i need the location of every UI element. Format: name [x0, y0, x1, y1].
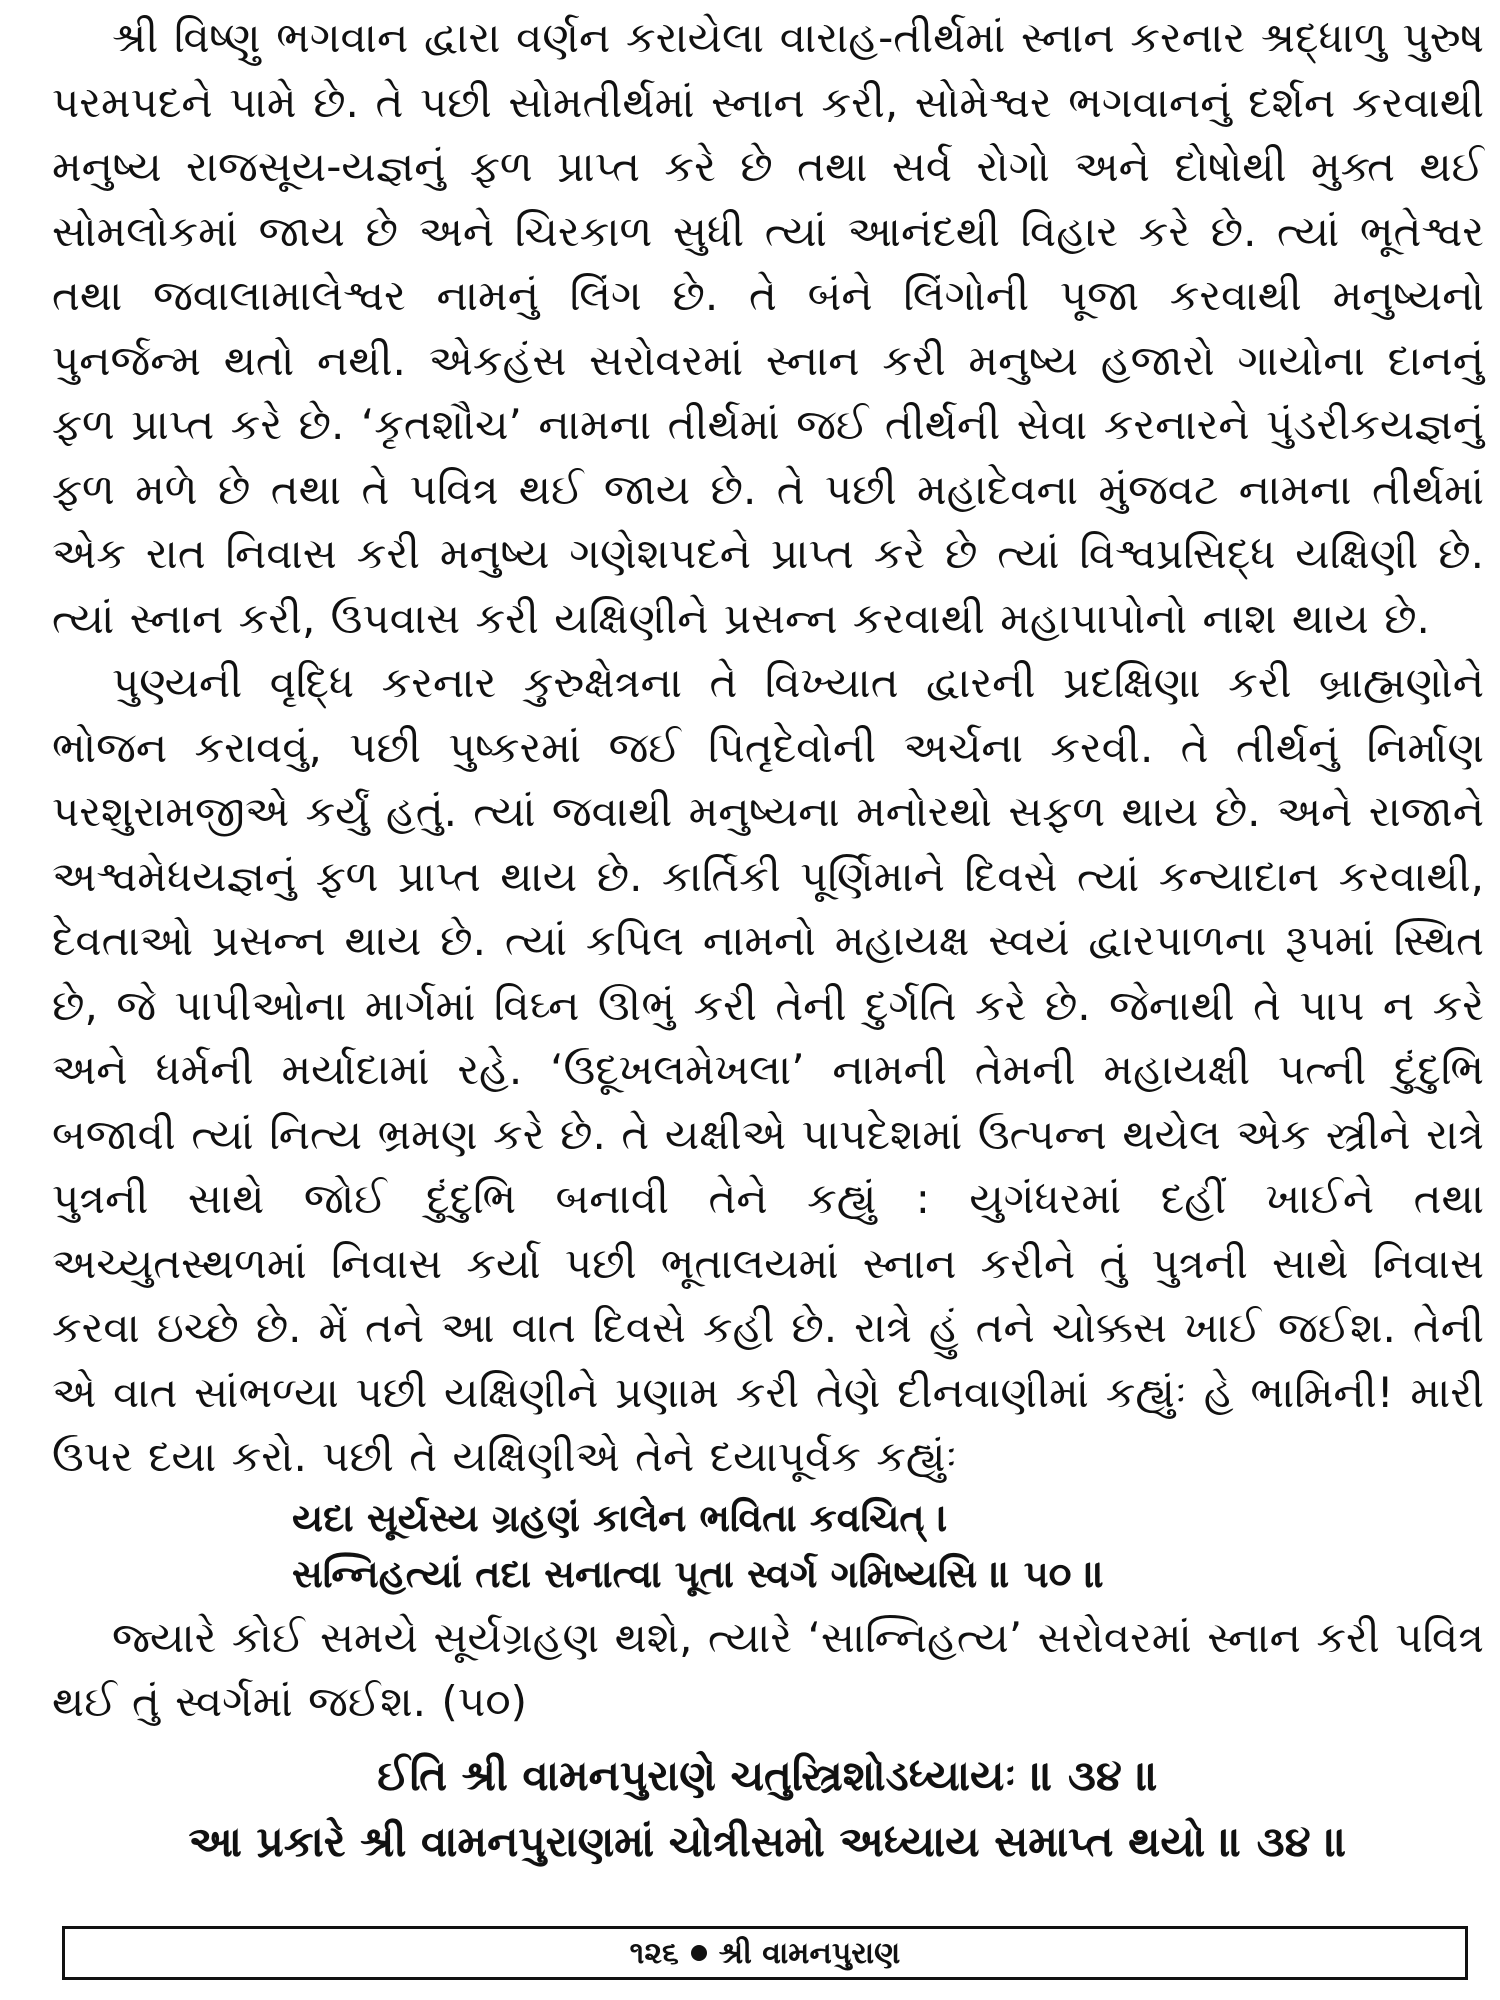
verse-translation: જ્યારે કોઈ સમયે સૂર્યગ્રહણ થશે, ત્યારે ‘સાન્નિહત્ય’ સરોવરમાં સ્નાન કરી પવિત્ર થઈ તું સ્વર્ગમાં જઈશ. (૫૦) — [52, 1612, 1484, 1726]
verse-line-1: યદા સૂર્યસ્ય ગ્રહણં કાલેન ભવિતા કવચિત્ । — [292, 1495, 948, 1540]
colophon-gujarati: આ પ્રકારે શ્રી વામનપુરાણમાં ચોત્રીસમો અધ્યાય સમાપ્ત થયો ॥ ૩૪ ॥ — [188, 1816, 1348, 1866]
document-page — [52, 6, 1484, 1994]
page-number: ૧૨૬ — [629, 1935, 679, 1971]
paragraph-1: શ્રી વિષ્ણુ ભગવાન દ્વારા વર્ણન કરાયેલા વારાહ-તીર્થમાં સ્નાન કરનાર શ્રદ્ધાળુ પુરુષ પરમપદને પામે છે. તે પછી સોમતીર્થમાં સ્નાન કરી, સોમેશ્વર ભગવાનનું દર્શન કરવાથી મનુષ્ય રાજસૂય-યજ્ઞનું ફળ પ્રાપ્ત કરે છે તથા સર્વ રોગો અને દોષોથી મુક્ત થઈ સોમલોકમાં જાય છે અને ચિરકાળ સુધી ત્યાં આનંદથી વિહાર કરે છે. ત્યાં ભૂતેશ્વર તથા જવાલામાલેશ્વર નામનું લિંગ છે. તે બંને લિંગોની પૂજા કરવાથી મનુષ્યનો પુનર્જન્મ થતો નથી. એકહંસ સરોવરમાં સ્નાન કરી મનુષ્ય હજારો ગાયોના દાનનું ફળ પ્રાપ્ત કરે છે. ‘કૃતશૌચ’ નામના તીર્થમાં જઈ તીર્થની સેવા કરનારને પુંડરીકયજ્ઞનું ફળ મળે છે તથા તે પવિત્ર થઈ જાય છે. તે પછી મહાદેવના મુંજવટ નામના તીર્થમાં એક રાત નિવાસ કરી મનુષ્ય ગણેશપદને પ્રાપ્ત કરે છે ત્યાં વિશ્વપ્રસિદ્ધ યક્ષિણી છે. ત્યાં સ્નાન કરી, ઉપવાસ કરી યક્ષિણીને પ્રસન્ન કરવાથી મહાપાપોનો નાશ થાય છે. — [52, 13, 1484, 643]
bullet-icon — [691, 1945, 707, 1961]
verse-line-2: સન્નિહત્યાં તદા સનાત્વા પૂતા સ્વર્ગ ગમિષ્યસિ ॥ ૫૦ ॥ — [292, 1551, 1105, 1596]
paragraph-2: પુણ્યની વૃદ્ધિ કરનાર કુરુક્ષેત્રના તે વિખ્યાત દ્વારની પ્રદક્ષિણા કરી બ્રાહ્મણોને ભોજન કરાવવું, પછી પુષ્કરમાં જઈ પિતૃદેવોની અર્ચના કરવી. તે તીર્થનું નિર્માણ પરશુરામજીએ કર્યું હતું. ત્યાં જવાથી મનુષ્યના મનોરથો સફળ થાય છે. અને રાજાને અશ્વમેધયજ્ઞનું ફળ પ્રાપ્ત થાય છે. કાર્તિકી પૂર્ણિમાને દિવસે ત્યાં કન્યાદાન કરવાથી, દેવતાઓ પ્રસન્ન થાય છે. ત્યાં કપિલ નામનો મહાયક્ષ સ્વયં દ્વારપાળના રૂપમાં સ્થિત છે, જે પાપીઓના માર્ગમાં વિઘ્ન ઊભું કરી તેની દુર્ગતિ કરે છે. જેનાથી તે પાપ ન કરે અને ધર્મની મર્યાદામાં રહે. ‘ઉદૂખલમેખલા’ નામની તેમની મહાયક્ષી પત્ની દુંદુભિ બજાવી ત્યાં નિત્ય ભ્રમણ કરે છે. તે યક્ષીએ પાપદેશમાં ઉત્પન્ન થયેલ એક સ્ત્રીને રાત્રે પુત્રની સાથે જોઈ દુંદુભિ બનાવી તેને કહ્યું : યુગંધરમાં દહીં ખાઈને તથા અચ્યુતસ્થળમાં નિવાસ કર્યા પછી ભૂતાલયમાં સ્નાન કરીને તું પુત્રની સાથે નિવાસ કરવા ઇચ્છે છે. મેં તને આ વાત દિવસે કહી છે. રાત્રે હું તને ચોક્કસ ખાઈ જઈશ. તેની એ વાત સાંભળ્યા પછી યક્ષિણીને પ્રણામ કરી તેણે દીનવાણીમાં કહ્યુંઃ હે ભામિની! મારી ઉપર દયા કરો. પછી તે યક્ષિણીએ તેને દયાપૂર્વક કહ્યુંઃ — [52, 658, 1484, 1481]
sanskrit-verse — [292, 1490, 1484, 1602]
colophon-sanskrit: ઈતિ શ્રી વામનપુરાણે ચતુસ્ત્રિશોડધ્યાયઃ ॥ ૩૪ ॥ — [377, 1750, 1159, 1800]
book-title: શ્રી વામનપુરાણ — [718, 1935, 901, 1971]
page-footer — [62, 1926, 1468, 1980]
body-text — [52, 6, 1484, 1735]
